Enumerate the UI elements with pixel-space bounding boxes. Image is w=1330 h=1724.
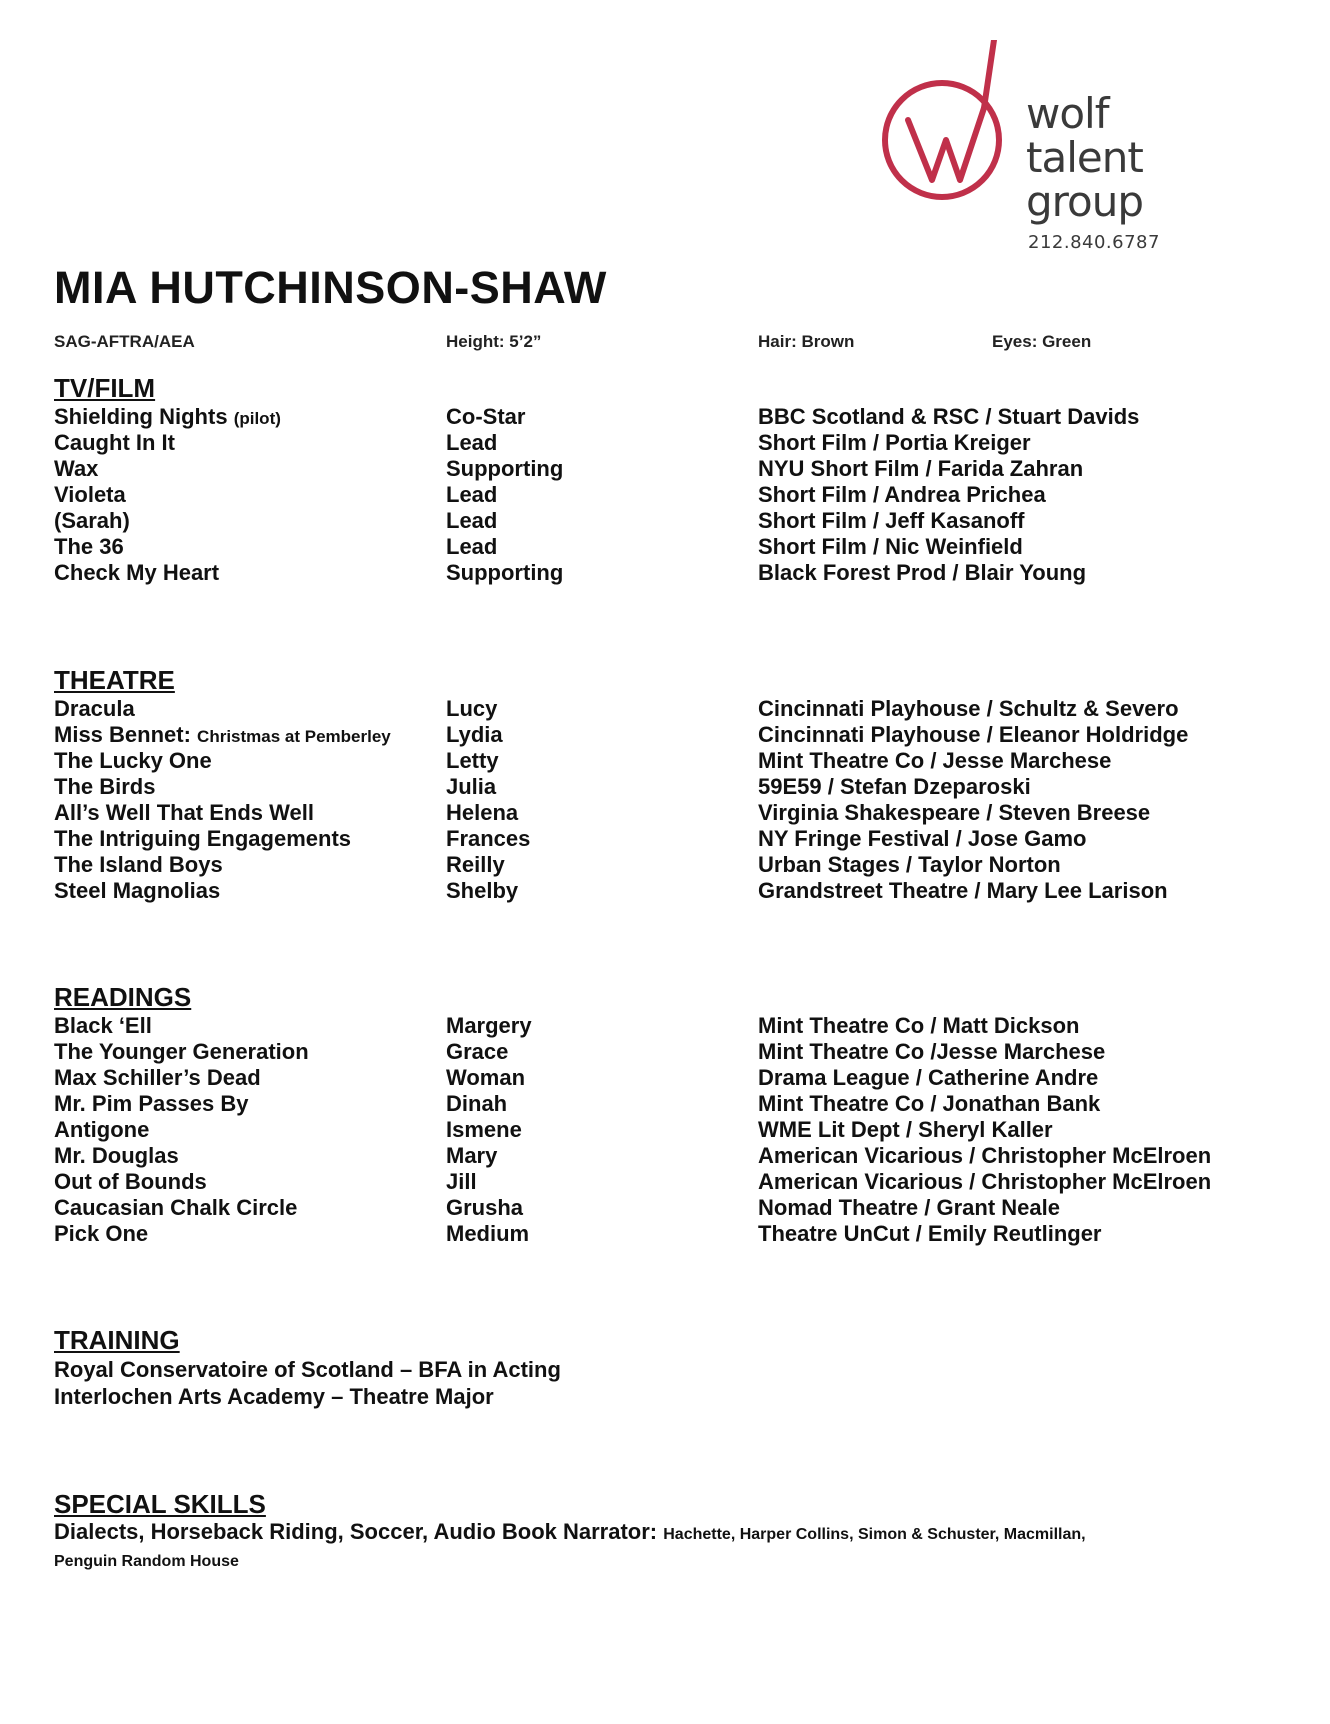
credit-role: Woman xyxy=(446,1065,526,1090)
credit-title xyxy=(54,1143,179,1169)
credit-title-text: Mr. Douglas xyxy=(54,1143,179,1168)
logo-wordmark xyxy=(1026,89,1143,226)
credit-company: Urban Stages / Taylor Norton xyxy=(758,852,1061,877)
logo-word-1: wolf xyxy=(1026,89,1109,138)
credit-row xyxy=(54,430,1294,456)
training-line: Interlochen Arts Academy – Theatre Major xyxy=(54,1384,494,1409)
credit-role: Margery xyxy=(446,1013,532,1038)
eyes-stat: Eyes: Green xyxy=(992,332,1092,351)
credit-title-text: Caught In It xyxy=(54,430,175,455)
credit-row xyxy=(54,560,1294,586)
credit-role: Supporting xyxy=(446,456,564,481)
credit-row xyxy=(54,826,1294,852)
credit-row xyxy=(54,534,1294,560)
logo-word-3: group xyxy=(1026,177,1143,226)
credit-title xyxy=(54,1013,152,1039)
height-stat: Height: 5’2” xyxy=(446,332,542,351)
theatre-credits xyxy=(54,696,1294,904)
credit-title-text: Miss Bennet: xyxy=(54,722,191,747)
credit-title xyxy=(54,800,314,826)
credit-role: Shelby xyxy=(446,878,519,903)
credit-role: Lead xyxy=(446,534,498,559)
training-heading: TRAINING xyxy=(54,1325,180,1355)
credit-title xyxy=(54,1065,261,1091)
credit-company: Cincinnati Playhouse / Eleanor Holdridge xyxy=(758,722,1189,747)
credit-title xyxy=(54,560,219,586)
skills-publishers-cont: Penguin Random House xyxy=(54,1553,239,1570)
credit-company: NYU Short Film / Farida Zahran xyxy=(758,456,1084,481)
credit-row xyxy=(54,748,1294,774)
credit-title-text: The 36 xyxy=(54,534,124,559)
credit-role: Frances xyxy=(446,826,531,851)
union-status: SAG-AFTRA/AEA xyxy=(54,332,195,351)
credit-row xyxy=(54,404,1294,430)
credit-row xyxy=(54,1039,1294,1065)
credit-title xyxy=(54,482,126,508)
credit-role: Medium xyxy=(446,1221,530,1246)
actor-name: MIA HUTCHINSON-SHAW xyxy=(54,262,607,313)
credit-row xyxy=(54,878,1294,904)
credit-company: Black Forest Prod / Blair Young xyxy=(758,560,1087,585)
credit-role: Lead xyxy=(446,482,498,507)
credit-company: Grandstreet Theatre / Mary Lee Larison xyxy=(758,878,1168,903)
credit-title-text: The Lucky One xyxy=(54,748,212,773)
credit-row xyxy=(54,852,1294,878)
agency-phone: 212.840.6787 xyxy=(1028,232,1160,253)
credit-title-text: The Intriguing Engagements xyxy=(54,826,352,851)
credit-title-text: Mr. Pim Passes By xyxy=(54,1091,249,1116)
credit-company: BBC Scotland & RSC / Stuart Davids xyxy=(758,404,1140,429)
credit-role: Helena xyxy=(446,800,519,825)
skills-main: Dialects, Horseback Riding, Soccer, Audio Book Narrator: xyxy=(54,1519,658,1544)
credit-title xyxy=(54,1117,149,1143)
credit-title-text: Pick One xyxy=(54,1221,149,1246)
credit-title-text: The Birds xyxy=(54,774,156,799)
credit-title-text: Steel Magnolias xyxy=(54,878,221,903)
credit-company: Short Film / Andrea Prichea xyxy=(758,482,1046,507)
credit-title-text: Shielding Nights xyxy=(54,404,228,429)
credit-company: American Vicarious / Christopher McElroen xyxy=(758,1169,1212,1194)
credit-row xyxy=(54,774,1294,800)
credit-role: Lucy xyxy=(446,696,498,721)
credit-title xyxy=(54,826,351,852)
credit-company: Short Film / Nic Weinfield xyxy=(758,534,1023,559)
credit-role: Lydia xyxy=(446,722,503,747)
credit-title-text: All’s Well That Ends Well xyxy=(54,800,314,825)
credit-company: Theatre UnCut / Emily Reutlinger xyxy=(758,1221,1102,1246)
credit-role: Grusha xyxy=(446,1195,524,1220)
credit-company: Mint Theatre Co / Jonathan Bank xyxy=(758,1091,1101,1116)
credit-title xyxy=(54,534,124,560)
credit-role: Lead xyxy=(446,508,498,533)
credit-role: Letty xyxy=(446,748,499,773)
credit-row xyxy=(54,1117,1294,1143)
skills-text xyxy=(54,1520,1294,1574)
credit-company: Short Film / Jeff Kasanoff xyxy=(758,508,1025,533)
credit-title-text: Violeta xyxy=(54,482,126,507)
credit-title-text: (Sarah) xyxy=(54,508,130,533)
credit-title-text: Antigone xyxy=(54,1117,150,1142)
credit-company: Virginia Shakespeare / Steven Breese xyxy=(758,800,1151,825)
tv-film-heading: TV/FILM xyxy=(54,373,156,403)
credit-company: American Vicarious / Christopher McElroen xyxy=(758,1143,1212,1168)
credit-title xyxy=(54,1169,207,1195)
credit-title-text: Max Schiller’s Dead xyxy=(54,1065,261,1090)
logo-circle xyxy=(885,83,999,197)
credit-title xyxy=(54,722,391,750)
readings-heading: READINGS xyxy=(54,982,192,1012)
credit-row xyxy=(54,1221,1294,1247)
credit-row xyxy=(54,1143,1294,1169)
special-skills-section xyxy=(54,1488,1294,1574)
credit-company: 59E59 / Stefan Dzeparoski xyxy=(758,774,1031,799)
credit-title-text: The Younger Generation xyxy=(54,1039,309,1064)
credit-row xyxy=(54,1065,1294,1091)
credit-role: Reilly xyxy=(446,852,505,877)
credit-title-text: Dracula xyxy=(54,696,135,721)
theatre-heading: THEATRE xyxy=(54,665,175,695)
readings-section xyxy=(54,981,1294,1247)
credit-row xyxy=(54,1169,1294,1195)
credit-row xyxy=(54,696,1294,722)
special-skills-heading: SPECIAL SKILLS xyxy=(54,1489,266,1519)
credit-title-text: The Island Boys xyxy=(54,852,223,877)
credit-title xyxy=(54,748,212,774)
credit-row xyxy=(54,800,1294,826)
credit-role: Grace xyxy=(446,1039,509,1064)
credit-title-text: Out of Bounds xyxy=(54,1169,207,1194)
credit-title xyxy=(54,696,135,722)
credit-title-text: Wax xyxy=(54,456,99,481)
credit-title-note: (pilot) xyxy=(233,409,281,428)
credit-title-note: Christmas at Pemberley xyxy=(197,727,391,746)
credit-company: Mint Theatre Co /Jesse Marchese xyxy=(758,1039,1106,1064)
credit-title xyxy=(54,878,220,904)
credit-role: Ismene xyxy=(446,1117,522,1142)
credit-title xyxy=(54,774,155,800)
credit-row xyxy=(54,482,1294,508)
credit-title xyxy=(54,430,175,456)
credit-title xyxy=(54,404,281,432)
logo-slash xyxy=(984,40,994,108)
credit-row xyxy=(54,1195,1294,1221)
credit-role: Mary xyxy=(446,1143,498,1168)
credit-title xyxy=(54,852,223,878)
credit-row xyxy=(54,1013,1294,1039)
credit-row xyxy=(54,722,1294,748)
credit-company: Mint Theatre Co / Matt Dickson xyxy=(758,1013,1080,1038)
credit-title xyxy=(54,1195,297,1221)
credit-title xyxy=(54,1039,309,1065)
hair-stat: Hair: Brown xyxy=(758,332,855,351)
logo-word-2: talent xyxy=(1026,133,1143,182)
skills-publishers: Hachette, Harper Collins, Simon & Schuster, Macmillan, xyxy=(663,1526,1086,1543)
tv-film-credits xyxy=(54,404,1294,586)
credit-row xyxy=(54,508,1294,534)
credit-company: Cincinnati Playhouse / Schultz & Severo xyxy=(758,696,1179,721)
credit-company: WME Lit Dept / Sheryl Kaller xyxy=(758,1117,1053,1142)
credit-title-text: Check My Heart xyxy=(54,560,220,585)
credit-row xyxy=(54,1091,1294,1117)
credit-row xyxy=(54,456,1294,482)
credit-role: Dinah xyxy=(446,1091,508,1116)
credit-title-text: Caucasian Chalk Circle xyxy=(54,1195,298,1220)
training-line: Royal Conservatoire of Scotland – BFA in Acting xyxy=(54,1357,561,1382)
theatre-section xyxy=(54,664,1294,904)
credit-title xyxy=(54,456,98,482)
readings-credits xyxy=(54,1013,1294,1247)
credit-role: Supporting xyxy=(446,560,564,585)
credit-company: Drama League / Catherine Andre xyxy=(758,1065,1099,1090)
credit-role: Co-Star xyxy=(446,404,526,429)
credit-role: Julia xyxy=(446,774,497,799)
credit-company: Mint Theatre Co / Jesse Marchese xyxy=(758,748,1112,773)
credit-title-text: Black ‘Ell xyxy=(54,1013,152,1038)
credit-title xyxy=(54,508,130,534)
credit-company: Nomad Theatre / Grant Neale xyxy=(758,1195,1060,1220)
tv-film-section xyxy=(54,372,1294,586)
credit-company: Short Film / Portia Kreiger xyxy=(758,430,1031,455)
credit-title xyxy=(54,1091,248,1117)
training-section xyxy=(54,1324,1294,1410)
credit-role: Jill xyxy=(446,1169,477,1194)
credit-company: NY Fringe Festival / Jose Gamo xyxy=(758,826,1087,851)
credit-title xyxy=(54,1221,148,1247)
logo-w-letter xyxy=(908,108,984,180)
credit-role: Lead xyxy=(446,430,498,455)
